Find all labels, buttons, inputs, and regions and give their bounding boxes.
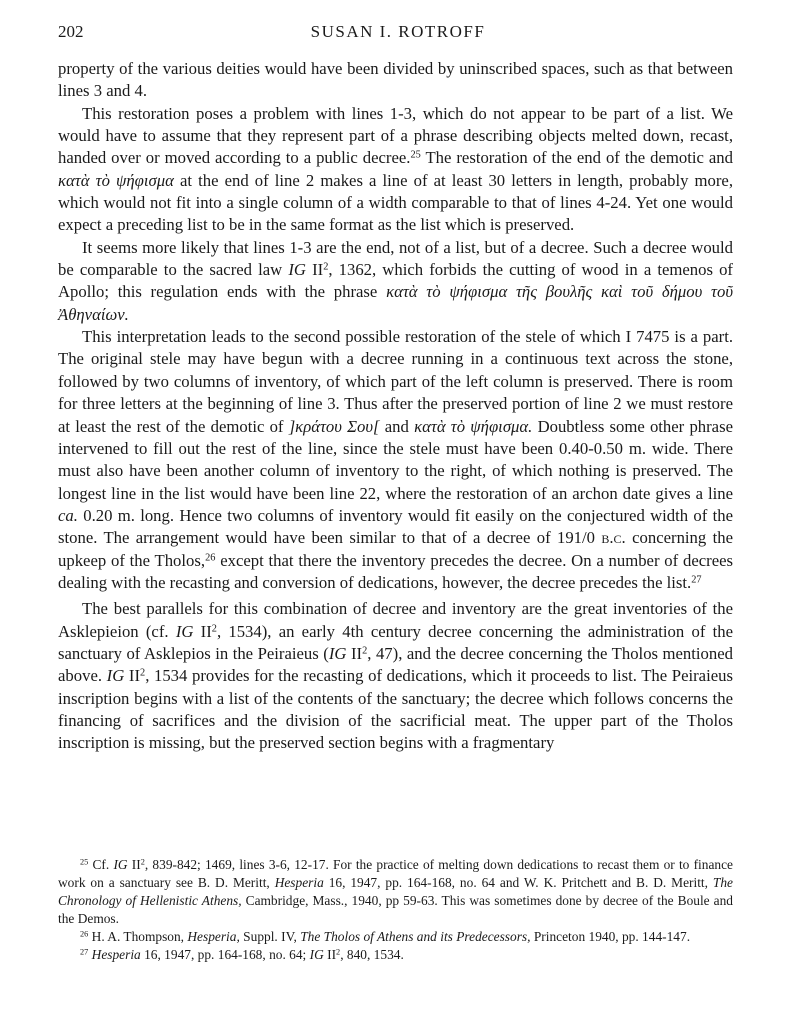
body-text [58, 58, 733, 755]
paragraph-2 [58, 103, 733, 237]
text: Princeton 1940, pp. 144-147. [530, 929, 691, 944]
text: II [193, 621, 212, 641]
greek-phrase: κατὰ τὸ ψήφισμα. [414, 416, 533, 436]
text: property of the various deities would have been divided by uninscribed spaces, such as that between lines 3 and 4. [58, 59, 733, 101]
text: It seems more likely that lines 1-3 are the end, not of a list, but of a decree. Such a decree would be comparable to the sacred law [58, 237, 733, 280]
footnote-number: 27 [80, 947, 89, 957]
text: This interpretation leads to the second possible restoration of the stele of which I 7475 is a part. The original stele may have begun with a decree running in a continuous text across the stone, followed by two columns of inventory, of which part of the left column is preserved. There is room for three letters at the beginning of line 3. Thus after the preserved portion of line 2 we must restore at least the rest of the demotic of [58, 327, 733, 436]
inscription-ref: IG [328, 643, 347, 663]
superscript: 2 [336, 947, 341, 957]
footnote-number: 26 [80, 929, 89, 939]
book-title: The Tholos of Athens and its Predecessors, [300, 929, 531, 944]
footnotes [58, 856, 733, 964]
text: , 839-842; 1469, lines 3-6, 12-17. For the practice of melting down dedications to recast them or to finance work on a sanctuary see B. D. Meritt, [58, 857, 733, 890]
paragraph-5 [58, 598, 733, 754]
superscript: 2 [211, 622, 217, 634]
text: II [323, 947, 337, 962]
book-title: The Chronology of Hellenistic Athens, [58, 875, 733, 908]
footnote-27 [58, 946, 733, 964]
journal-title: Hesperia, [187, 929, 240, 944]
text: The best parallels for this combination of decree and inventory are the great inventories of the Asklepieion (cf. [58, 599, 733, 641]
text: , 840, 1534. [340, 947, 404, 962]
text: Cambridge, Mass., 1940, pp 59-63. This was sometimes done by decree of the Boule and the Demos. [58, 893, 734, 926]
text: II [127, 857, 141, 872]
running-title: SUSAN I. ROTROFF [310, 22, 486, 41]
abbrev-bc: b.c. [601, 528, 626, 548]
text: 16, 1947, pp. 164-168, no. 64; [140, 947, 310, 962]
greek-phrase: κατὰ τὸ ψήφισμα τῆς βουλῆς καὶ τοῦ δήμου τοῦ Ἀθηναίων. [58, 282, 733, 324]
footnote-26 [58, 928, 733, 946]
footnote-number: 25 [80, 857, 89, 867]
text: Doubtless some other phrase intervened to fill out the rest of the line, since the stele must have been 0.40-0.50 m. wide. There must also have been another column of inventory to the right, of which nothing is preserved. The longest line in the list would have been line 22, where the restoration of an archon date gives a line [58, 416, 733, 503]
inscription-ref: IG [309, 947, 324, 962]
text: This restoration poses a problem with lines 1-3, which do not appear to be part of a list. We would have to assume that they represent part of a phrase describing objects melted down, recast, handed over or moved according to a public decree. [58, 103, 733, 168]
text: , 1534 provides for the recasting of dedications, which it proceeds to list. The Peiraieus inscription begins with a list of the contents of the sanctuary; the decree which follows concerns the financing of sacrifices and the division of the sacrificial meat. The upper part of the Tholos inscription is missing, but the preserved section begins with a fragmentary [58, 666, 733, 753]
abbrev-circa: ca. [58, 505, 78, 525]
page-number: 202 [58, 22, 84, 41]
text: The restoration of the end of the demotic and [420, 148, 733, 168]
superscript: 2 [362, 645, 368, 657]
footnote-25 [58, 856, 733, 928]
text: at the end of line 2 makes a line of at least 30 letters in length, probably more, which would not fit into a single column of a width comparable to that of lines 4-24. Yet one would expect a preceding list to be in the same format as the list which is preserved. [58, 170, 734, 235]
text: II [346, 643, 363, 663]
journal-title: Hesperia [274, 875, 324, 890]
inscription-ref: IG [175, 621, 194, 641]
text: 0.20 m. long. Hence two columns of inventory would fit easily on the conjectured width of the stone. The arrangement would have been similar to that of a decree of 191/0 [58, 505, 733, 548]
inscription-ref: IG [288, 260, 306, 280]
text: , 1362, which forbids the cutting of wood in a temenos of Apollo; this regulation ends with the phrase [58, 260, 733, 302]
footnote-ref-27[interactable]: 27 [691, 574, 702, 586]
superscript: 2 [323, 261, 329, 273]
superscript: 2 [140, 667, 146, 679]
text: H. A. Thompson, [88, 929, 188, 944]
text: except that there the inventory precedes the decree. On a number of decrees dealing with the recasting and conversion of dedications, however, the decree precedes the list. [58, 550, 733, 592]
footnote-ref-25[interactable]: 25 [410, 149, 421, 161]
text: and [379, 416, 415, 436]
greek-phrase: κατὰ τὸ ψήφισμα [58, 170, 174, 190]
inscription-ref: IG [113, 857, 128, 872]
paragraph-4 [58, 326, 733, 594]
text: II [124, 666, 141, 686]
text: 16, 1947, pp. 164-168, no. 64 and W. K. Pritchett and B. D. Meritt, [323, 875, 713, 890]
paragraph-3 [58, 237, 733, 326]
text: concerning the upkeep of the Tholos, [58, 528, 733, 570]
text: , 47), and the decree concerning the Tholos mentioned above. [58, 643, 733, 686]
footnote-ref-26[interactable]: 26 [205, 551, 216, 563]
inscription-ref: IG [106, 666, 125, 686]
text: , 1534), an early 4th century decree concerning the administration of the sanctuary of Asklepios in the Peiraieus ( [58, 621, 733, 663]
text: Cf. [88, 857, 114, 872]
paragraph-1 [58, 58, 733, 103]
text: II [305, 260, 324, 280]
greek-phrase: ]κράτου Σου[ [288, 416, 380, 436]
text: Suppl. IV, [239, 929, 301, 944]
page-header [58, 22, 738, 44]
journal-title: Hesperia [88, 947, 141, 962]
superscript: 2 [140, 857, 145, 867]
